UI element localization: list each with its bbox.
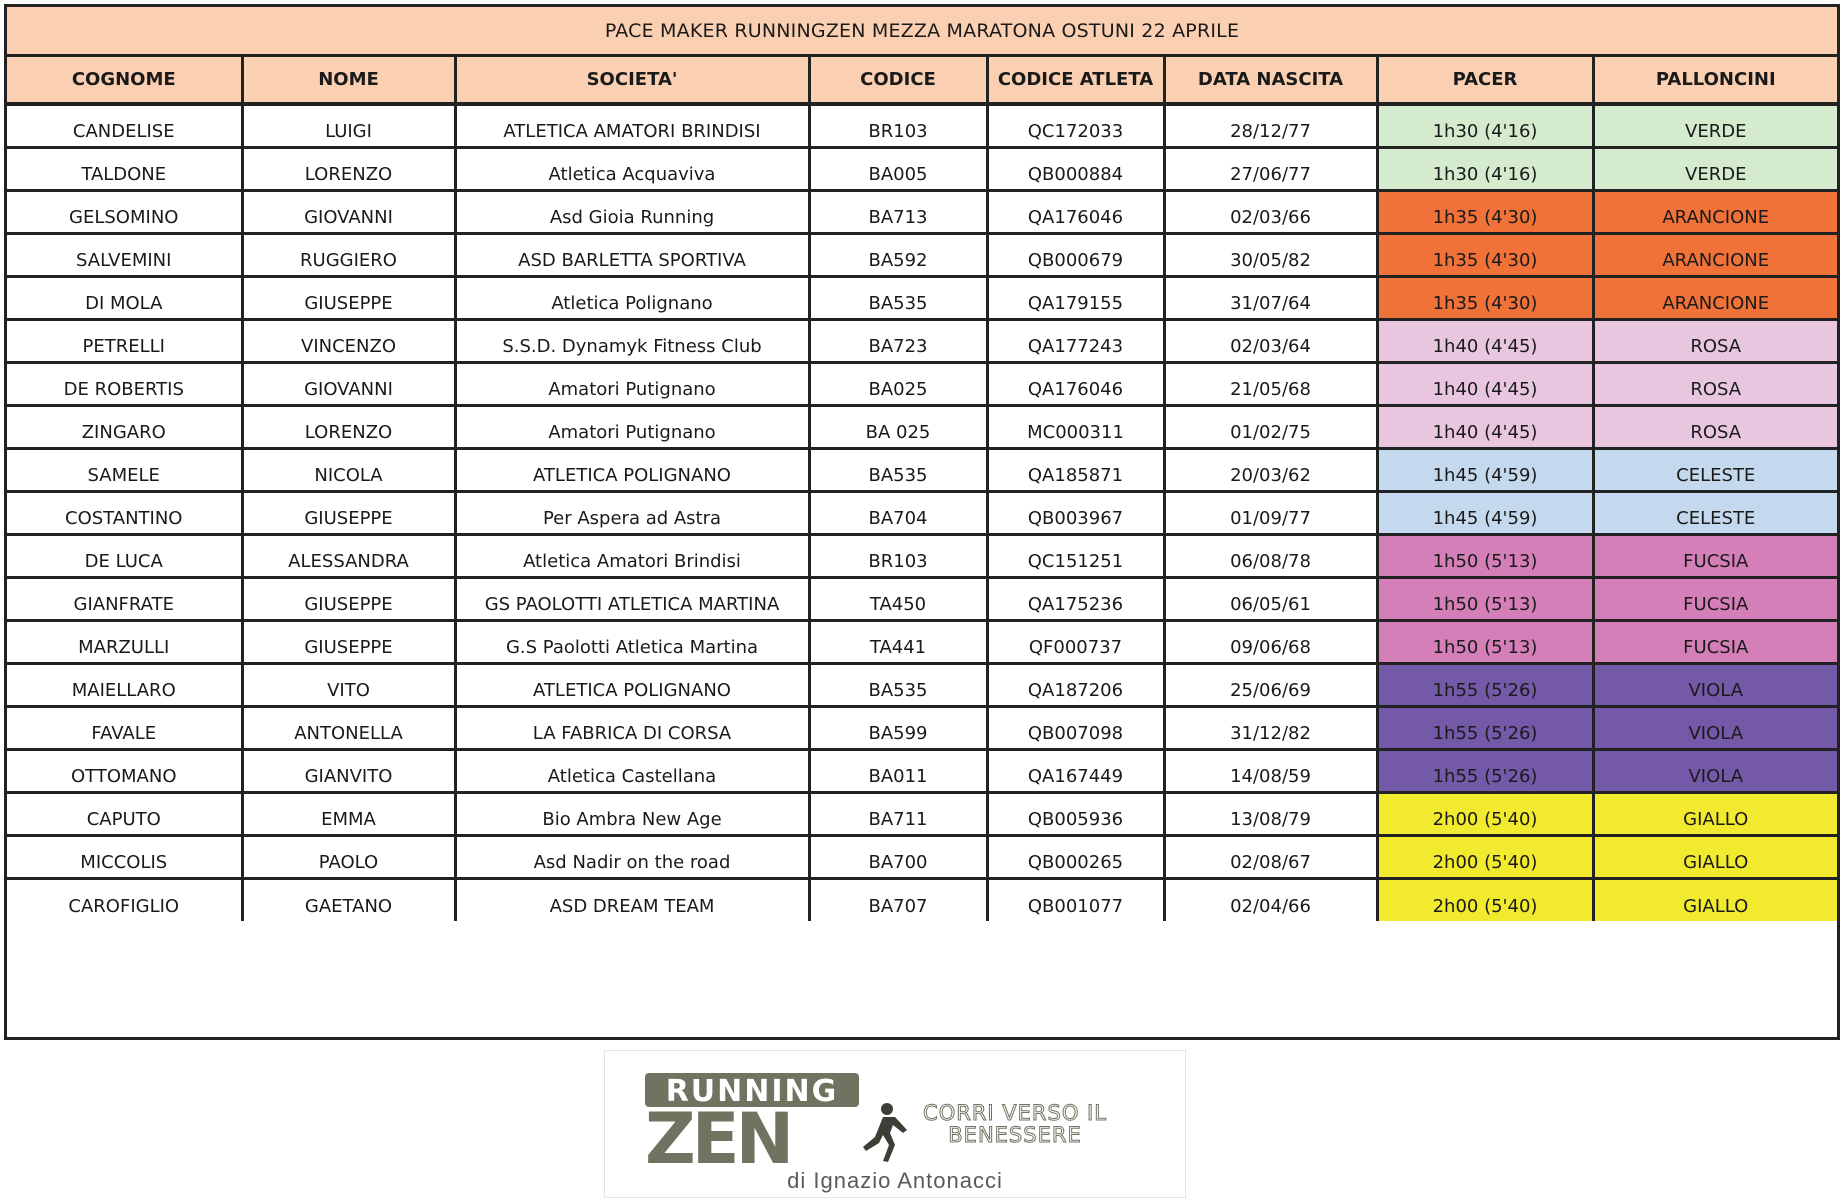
cell-nome: VINCENZO (242, 319, 455, 362)
cell-codice: BA711 (809, 792, 987, 835)
cell-nome: GAETANO (242, 878, 455, 921)
cell-nome: LORENZO (242, 405, 455, 448)
cell-codice: BA723 (809, 319, 987, 362)
cell-codice-atleta: QB000884 (987, 147, 1164, 190)
cell-pacer: 1h50 (5'13) (1377, 577, 1593, 620)
cell-nome: EMMA (242, 792, 455, 835)
cell-nome: VITO (242, 663, 455, 706)
table-row (7, 190, 1837, 233)
cell-data-nascita: 21/05/68 (1164, 362, 1377, 405)
cell-codice: BA005 (809, 147, 987, 190)
cell-nome: GIOVANNI (242, 362, 455, 405)
table-row (7, 835, 1837, 878)
cell-societa: Asd Gioia Running (455, 190, 809, 233)
cell-codice: BA592 (809, 233, 987, 276)
cell-cognome: MICCOLIS (7, 835, 242, 878)
pacer-table (7, 57, 1837, 921)
cell-pacer: 1h35 (4'30) (1377, 233, 1593, 276)
cell-cognome: SAMELE (7, 448, 242, 491)
cell-cognome: SALVEMINI (7, 233, 242, 276)
cell-codice-atleta: QB005936 (987, 792, 1164, 835)
cell-palloncini: ARANCIONE (1593, 233, 1837, 276)
cell-palloncini: VERDE (1593, 104, 1837, 147)
table-row (7, 577, 1837, 620)
cell-data-nascita: 06/05/61 (1164, 577, 1377, 620)
cell-data-nascita: 30/05/82 (1164, 233, 1377, 276)
cell-data-nascita: 02/08/67 (1164, 835, 1377, 878)
cell-pacer: 1h40 (4'45) (1377, 319, 1593, 362)
cell-cognome: COSTANTINO (7, 491, 242, 534)
cell-societa: Atletica Acquaviva (455, 147, 809, 190)
cell-palloncini: GIALLO (1593, 878, 1837, 921)
table-row (7, 448, 1837, 491)
table-row (7, 147, 1837, 190)
cell-codice-atleta: QF000737 (987, 620, 1164, 663)
cell-data-nascita: 31/12/82 (1164, 706, 1377, 749)
cell-codice-atleta: QB003967 (987, 491, 1164, 534)
cell-pacer: 1h30 (4'16) (1377, 104, 1593, 147)
cell-societa: Atletica Castellana (455, 749, 809, 792)
cell-societa: Per Aspera ad Astra (455, 491, 809, 534)
cell-cognome: FAVALE (7, 706, 242, 749)
cell-societa: Asd Nadir on the road (455, 835, 809, 878)
cell-pacer: 2h00 (5'40) (1377, 835, 1593, 878)
cell-pacer: 1h40 (4'45) (1377, 405, 1593, 448)
cell-cognome: OTTOMANO (7, 749, 242, 792)
table-row (7, 405, 1837, 448)
header-row (7, 57, 1837, 104)
cell-codice: BA535 (809, 663, 987, 706)
cell-codice-atleta: QA179155 (987, 276, 1164, 319)
cell-codice-atleta: QB007098 (987, 706, 1164, 749)
cell-cognome: MAIELLARO (7, 663, 242, 706)
cell-palloncini: ARANCIONE (1593, 276, 1837, 319)
logo-subtitle: di Ignazio Antonacci (787, 1168, 1003, 1193)
cell-codice-atleta: QA175236 (987, 577, 1164, 620)
logo-tagline-1: CORRI VERSO IL (923, 1101, 1107, 1125)
col-pacer: PACER (1377, 57, 1593, 104)
table-row (7, 792, 1837, 835)
cell-palloncini: ROSA (1593, 405, 1837, 448)
table-row (7, 104, 1837, 147)
cell-nome: PAOLO (242, 835, 455, 878)
table-row (7, 362, 1837, 405)
cell-cognome: TALDONE (7, 147, 242, 190)
cell-nome: GIUSEPPE (242, 577, 455, 620)
cell-data-nascita: 02/03/64 (1164, 319, 1377, 362)
col-palloncini: PALLONCINI (1593, 57, 1837, 104)
cell-pacer: 1h35 (4'30) (1377, 276, 1593, 319)
cell-codice: BA700 (809, 835, 987, 878)
cell-data-nascita: 25/06/69 (1164, 663, 1377, 706)
cell-palloncini: VERDE (1593, 147, 1837, 190)
cell-palloncini: VIOLA (1593, 663, 1837, 706)
cell-societa: ATLETICA POLIGNANO (455, 663, 809, 706)
cell-nome: GIUSEPPE (242, 620, 455, 663)
cell-codice-atleta: QB000679 (987, 233, 1164, 276)
cell-codice: BA 025 (809, 405, 987, 448)
cell-codice: BR103 (809, 534, 987, 577)
cell-societa: ATLETICA AMATORI BRINDISI (455, 104, 809, 147)
cell-pacer: 1h55 (5'26) (1377, 749, 1593, 792)
cell-data-nascita: 27/06/77 (1164, 147, 1377, 190)
cell-nome: GIUSEPPE (242, 276, 455, 319)
cell-codice-atleta: QA176046 (987, 190, 1164, 233)
cell-codice: BA707 (809, 878, 987, 921)
cell-palloncini: CELESTE (1593, 491, 1837, 534)
cell-cognome: ZINGARO (7, 405, 242, 448)
cell-data-nascita: 02/03/66 (1164, 190, 1377, 233)
runner-icon (863, 1103, 907, 1162)
cell-palloncini: CELESTE (1593, 448, 1837, 491)
cell-societa: Amatori Putignano (455, 362, 809, 405)
table-row (7, 534, 1837, 577)
cell-palloncini: ROSA (1593, 319, 1837, 362)
cell-pacer: 1h55 (5'26) (1377, 706, 1593, 749)
cell-cognome: PETRELLI (7, 319, 242, 362)
cell-cognome: GIANFRATE (7, 577, 242, 620)
cell-codice: BA599 (809, 706, 987, 749)
cell-pacer: 1h50 (5'13) (1377, 620, 1593, 663)
col-data-nascita: DATA NASCITA (1164, 57, 1377, 104)
cell-pacer: 1h45 (4'59) (1377, 448, 1593, 491)
cell-codice: TA450 (809, 577, 987, 620)
cell-data-nascita: 01/09/77 (1164, 491, 1377, 534)
cell-codice-atleta: QA187206 (987, 663, 1164, 706)
cell-codice-atleta: QA167449 (987, 749, 1164, 792)
cell-societa: Atletica Polignano (455, 276, 809, 319)
col-nome: NOME (242, 57, 455, 104)
cell-codice: BA011 (809, 749, 987, 792)
pacer-sheet (4, 4, 1840, 1040)
cell-codice: BA704 (809, 491, 987, 534)
cell-nome: LORENZO (242, 147, 455, 190)
cell-pacer: 1h45 (4'59) (1377, 491, 1593, 534)
cell-nome: NICOLA (242, 448, 455, 491)
cell-codice: BA025 (809, 362, 987, 405)
table-row (7, 319, 1837, 362)
logo-word-main: ZEN (645, 1098, 791, 1180)
cell-nome: GIUSEPPE (242, 491, 455, 534)
table-row (7, 491, 1837, 534)
cell-nome: ALESSANDRA (242, 534, 455, 577)
cell-pacer: 1h50 (5'13) (1377, 534, 1593, 577)
cell-data-nascita: 14/08/59 (1164, 749, 1377, 792)
cell-nome: ANTONELLA (242, 706, 455, 749)
cell-palloncini: VIOLA (1593, 706, 1837, 749)
cell-palloncini: FUCSIA (1593, 620, 1837, 663)
cell-codice: TA441 (809, 620, 987, 663)
cell-palloncini: FUCSIA (1593, 577, 1837, 620)
cell-cognome: DE LUCA (7, 534, 242, 577)
cell-data-nascita: 28/12/77 (1164, 104, 1377, 147)
col-cognome: COGNOME (7, 57, 242, 104)
cell-pacer: 1h40 (4'45) (1377, 362, 1593, 405)
cell-cognome: GELSOMINO (7, 190, 242, 233)
table-row (7, 663, 1837, 706)
table-row (7, 706, 1837, 749)
cell-data-nascita: 09/06/68 (1164, 620, 1377, 663)
table-row (7, 878, 1837, 921)
runningzen-logo (604, 1050, 1186, 1198)
cell-nome: RUGGIERO (242, 233, 455, 276)
cell-cognome: DE ROBERTIS (7, 362, 242, 405)
cell-codice-atleta: QC172033 (987, 104, 1164, 147)
cell-codice-atleta: QA185871 (987, 448, 1164, 491)
col-societa: SOCIETA' (455, 57, 809, 104)
cell-cognome: MARZULLI (7, 620, 242, 663)
cell-pacer: 1h55 (5'26) (1377, 663, 1593, 706)
cell-nome: GIANVITO (242, 749, 455, 792)
cell-societa: LA FABRICA DI CORSA (455, 706, 809, 749)
col-codice: CODICE (809, 57, 987, 104)
cell-codice-atleta: QA176046 (987, 362, 1164, 405)
cell-codice-atleta: QA177243 (987, 319, 1164, 362)
cell-codice-atleta: QC151251 (987, 534, 1164, 577)
cell-palloncini: ROSA (1593, 362, 1837, 405)
table-body (7, 104, 1837, 921)
cell-societa: Atletica Amatori Brindisi (455, 534, 809, 577)
sheet-title: PACE MAKER RUNNINGZEN MEZZA MARATONA OSTUNI 22 APRILE (7, 7, 1837, 57)
cell-codice: BR103 (809, 104, 987, 147)
cell-codice: BA535 (809, 276, 987, 319)
cell-codice: BA713 (809, 190, 987, 233)
cell-data-nascita: 02/04/66 (1164, 878, 1377, 921)
cell-codice-atleta: QB001077 (987, 878, 1164, 921)
cell-cognome: CANDELISE (7, 104, 242, 147)
cell-palloncini: GIALLO (1593, 835, 1837, 878)
col-codice-atleta: CODICE ATLETA (987, 57, 1164, 104)
table-row (7, 749, 1837, 792)
cell-nome: GIOVANNI (242, 190, 455, 233)
cell-data-nascita: 01/02/75 (1164, 405, 1377, 448)
cell-societa: Bio Ambra New Age (455, 792, 809, 835)
cell-codice: BA535 (809, 448, 987, 491)
cell-cognome: DI MOLA (7, 276, 242, 319)
cell-palloncini: VIOLA (1593, 749, 1837, 792)
logo-word-top: RUNNING (665, 1074, 839, 1109)
logo-tagline-2: BENESSERE (948, 1123, 1082, 1147)
cell-nome: LUIGI (242, 104, 455, 147)
cell-pacer: 1h35 (4'30) (1377, 190, 1593, 233)
cell-pacer: 2h00 (5'40) (1377, 792, 1593, 835)
cell-palloncini: ARANCIONE (1593, 190, 1837, 233)
cell-cognome: CAPUTO (7, 792, 242, 835)
table-row (7, 233, 1837, 276)
cell-pacer: 1h30 (4'16) (1377, 147, 1593, 190)
cell-societa: Amatori Putignano (455, 405, 809, 448)
table-row (7, 276, 1837, 319)
cell-data-nascita: 13/08/79 (1164, 792, 1377, 835)
cell-codice-atleta: QB000265 (987, 835, 1164, 878)
cell-palloncini: FUCSIA (1593, 534, 1837, 577)
cell-data-nascita: 20/03/62 (1164, 448, 1377, 491)
cell-data-nascita: 06/08/78 (1164, 534, 1377, 577)
cell-societa: ASD DREAM TEAM (455, 878, 809, 921)
cell-societa: S.S.D. Dynamyk Fitness Club (455, 319, 809, 362)
cell-societa: G.S Paolotti Atletica Martina (455, 620, 809, 663)
cell-data-nascita: 31/07/64 (1164, 276, 1377, 319)
cell-cognome: CAROFIGLIO (7, 878, 242, 921)
table-row (7, 620, 1837, 663)
cell-societa: ATLETICA POLIGNANO (455, 448, 809, 491)
cell-codice-atleta: MC000311 (987, 405, 1164, 448)
cell-palloncini: GIALLO (1593, 792, 1837, 835)
cell-pacer: 2h00 (5'40) (1377, 878, 1593, 921)
cell-societa: GS PAOLOTTI ATLETICA MARTINA (455, 577, 809, 620)
cell-societa: ASD BARLETTA SPORTIVA (455, 233, 809, 276)
